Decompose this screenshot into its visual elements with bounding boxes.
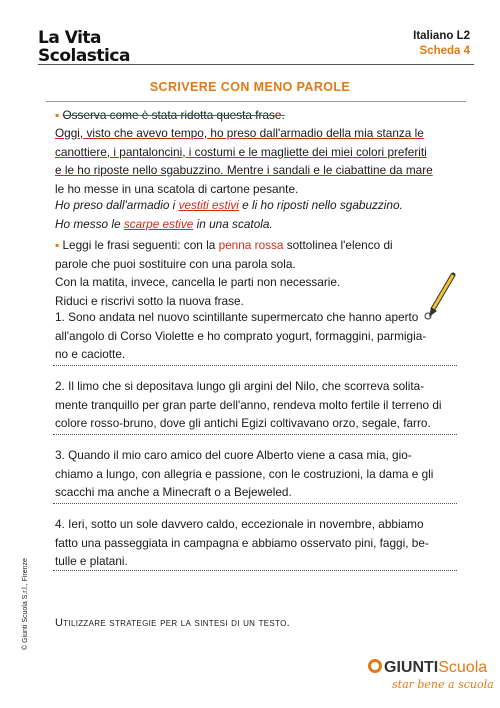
brand-slogan: star bene a scuola	[392, 678, 494, 691]
logo-line-1: La Vita	[38, 28, 102, 48]
la-vita-scolastica-logo	[38, 29, 130, 65]
header-divider	[38, 64, 474, 65]
title-divider	[46, 101, 466, 102]
instruction-text: Osserva come è stata ridotta questa frase.	[62, 108, 285, 122]
highlight-scarpe: scarpe estive	[123, 216, 194, 231]
logo-line-2: Scolastica	[38, 46, 130, 66]
original-line: canottiere, i pantaloncini, i costumi e le magliette dei miei colori preferiti	[55, 144, 427, 159]
answer-line[interactable]	[53, 365, 457, 366]
sheet-label: Scheda 4	[419, 45, 470, 57]
answer-line[interactable]	[53, 434, 457, 435]
original-line: e le ho riposte nello sgabuzzino. Mentre i sandali e le ciabattine da mare	[55, 163, 433, 177]
exercise-2: 2. Il limo che si depositava lungo gli argini del Nilo, che scorreva solita- mente tranquillo per gran parte dell'anno, rendeva molto fertile il terreno di colore rosso-bruno, dove gli antichi Egizi coltivavano orzo, segale, farro.	[55, 379, 442, 430]
reduced-line-1: Ho preso dall'armadio i vestiti estivi e li ho riposti nello sgabuzzino.	[55, 198, 403, 212]
highlight-vestiti: vestiti estivi	[178, 198, 239, 212]
answer-line[interactable]	[53, 570, 457, 571]
learning-objective: Utilizzare strategie per la sintesi di un testo.	[55, 617, 290, 629]
task-line-1: ▪ Leggi le frasi seguenti: con la penna rossa sottolinea l'elenco di	[55, 238, 393, 252]
exercise-3: 3. Quando il mio caro amico del cuore Alberto viene a casa mia, gio- chiamo a lungo, con allegria e passione, con le costruzioni, la dama e gli scacchi ma anche a Minecraft o a Bejeweled.	[55, 448, 434, 499]
original-line: Oggi, visto che avevo tempo, ho preso dall'armadio della mia stanza le	[55, 126, 424, 140]
giunti-scuola-logo: GIUNTIScuola	[368, 659, 487, 677]
task-line-3: Con la matita, invece, cancella le parti non necessarie.	[55, 275, 341, 289]
task-line-4: Riduci e riscrivi sotto la nuova frase.	[55, 293, 244, 308]
subject-label: Italiano L2	[413, 30, 470, 42]
original-sentence	[55, 124, 465, 198]
header-info	[413, 29, 470, 59]
exercise-1: 1. Sono andata nel nuovo scintillante supermercato che hanno aperto all'angolo di Corso Violette e ho comprato yogurt, formaggini, parmigia- no e caciotte.	[55, 310, 427, 361]
giunti-logo-icon	[368, 659, 382, 673]
reduced-line-2: Ho messo le scarpe estive in una scatola.	[55, 216, 273, 231]
page-title: SCRIVERE CON MENO PAROLE	[149, 80, 351, 94]
exercise-4: 4. Ieri, sotto un sole davvero caldo, eccezionale in novembre, abbiamo fatto una passeggiata in campagna e abbiamo osservato pini, faggi, be- tulle e platani.	[55, 517, 429, 568]
bullet-icon: ▪	[55, 238, 63, 252]
reduced-sentence	[55, 196, 465, 233]
copyright-notice: © Giunti Scuola S.r.l., Firenze	[22, 558, 29, 650]
task-instructions	[55, 236, 465, 310]
bullet-icon: ▪	[55, 108, 63, 122]
task-line-2: parole che puoi sostituire con una parola sola.	[55, 256, 296, 271]
answer-line[interactable]	[53, 503, 457, 504]
red-pen-label: penna rossa	[218, 238, 284, 252]
example-instruction	[55, 106, 465, 125]
original-line: le ho messe in una scatola di cartone pesante.	[55, 181, 299, 196]
